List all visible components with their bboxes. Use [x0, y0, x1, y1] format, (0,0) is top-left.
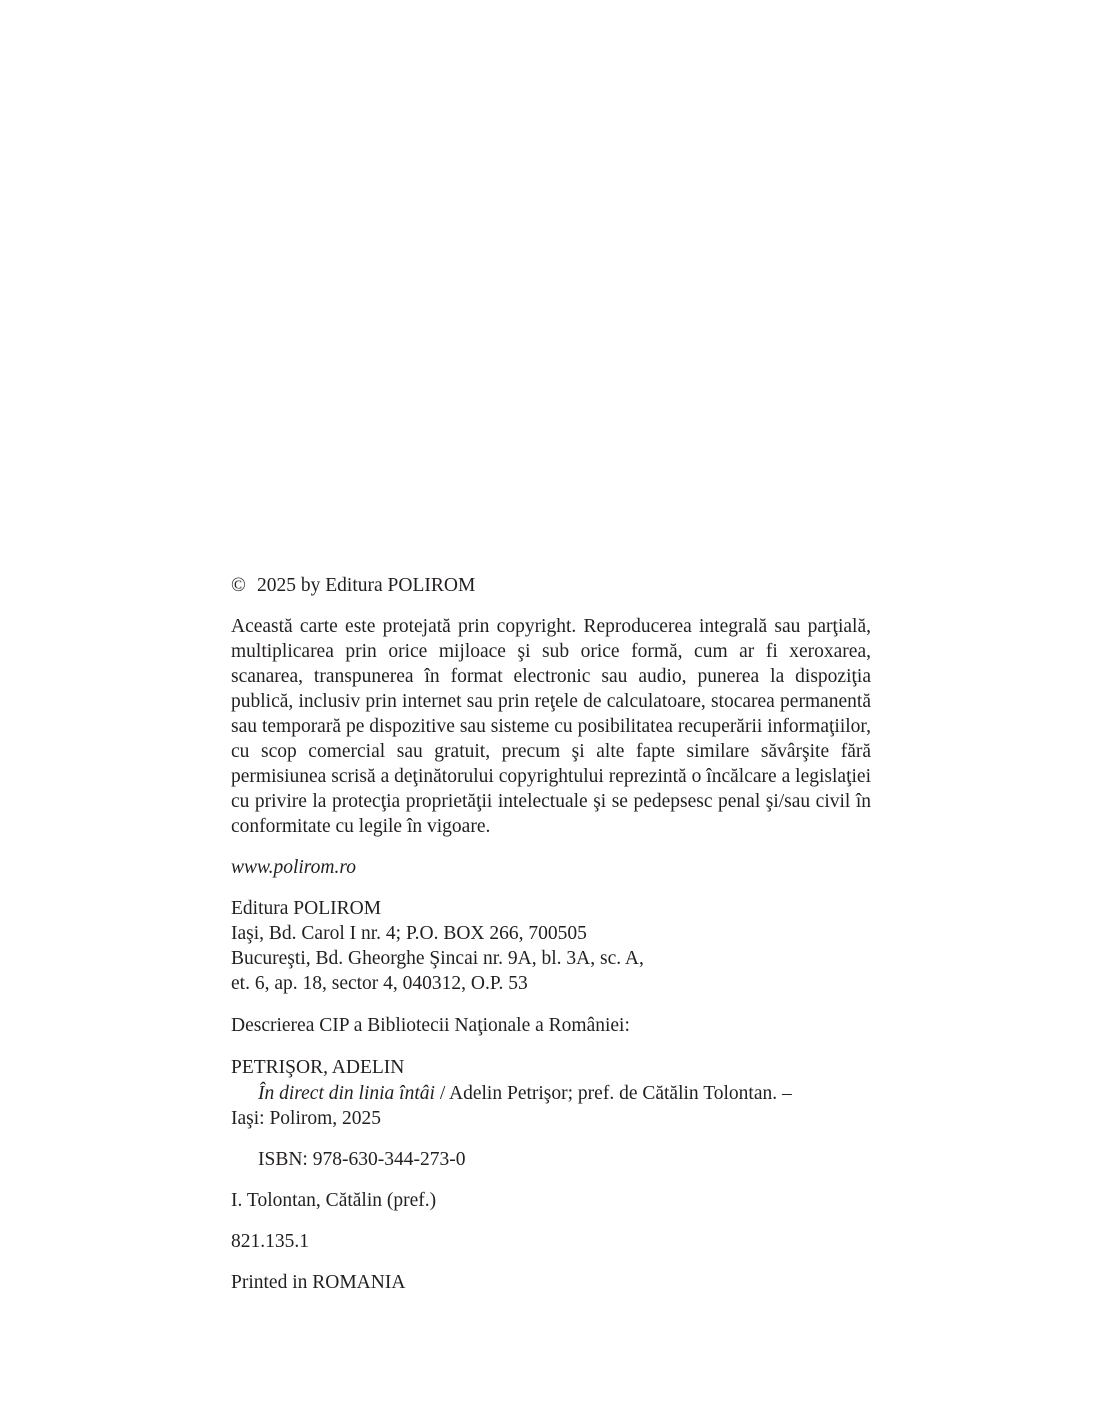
book-title: În direct din linia întâi — [258, 1083, 435, 1104]
address-bucuresti-line-1: Bucureşti, Bd. Gheorghe Şincai nr. 9A, bl. 3A, sc. A, — [231, 948, 644, 969]
cip-record — [231, 1081, 871, 1131]
printed-in: Printed in ROMANIA — [231, 1272, 406, 1293]
address-bucuresti-line-2: et. 6, ap. 18, sector 4, 040312, O.P. 53 — [231, 973, 528, 994]
publisher-website: www.polirom.ro — [231, 857, 356, 878]
imprint: Iaşi: Polirom, 2025 — [231, 1108, 382, 1129]
copyright-symbol: © — [231, 575, 246, 596]
copyright-page-text — [231, 573, 871, 1295]
cip-contributor: I. Tolontan, Cătălin (pref.) — [231, 1190, 437, 1211]
udc-classification: 821.135.1 — [231, 1231, 309, 1252]
cip-heading: Descrierea CIP a Bibliotecii Naţionale a României: — [231, 1015, 630, 1036]
copyright-notice: Această carte este protejată prin copyright. Reproducerea integrală sau parţială, multiplicarea prin orice mijloace şi sub orice formă, cum ar fi xeroxarea, scanarea, transpunerea în format electronic sau audio, punerea la dispoziţia publică, inclusiv prin internet sau prin reţele de calculatoare, stocarea permanentă sau temporară pe dispozitive sau sisteme cu posibilitatea recuperării informaţiilor, cu scop comercial sau gratuit, precum şi alte fapte similare săvârşite fără permisiunea scrisă a deţinătorului copyrightului reprezintă o încălcare a legislaţiei cu privire la protecţia proprietăţii intelectuale şi se pedepsesc penal şi/sau civil în conformitate cu legile în vigoare. — [231, 616, 871, 837]
isbn: ISBN: 978-630-344-273-0 — [258, 1149, 466, 1170]
cip-author: PETRIŞOR, ADELIN — [231, 1057, 405, 1078]
address-iasi: Iaşi, Bd. Carol I nr. 4; P.O. BOX 266, 700505 — [231, 923, 587, 944]
publisher-address-block — [231, 896, 871, 996]
publisher-name: Editura POLIROM — [231, 898, 382, 919]
copyright-line — [231, 573, 871, 598]
copyright-text: 2025 by Editura POLIROM — [257, 575, 476, 596]
responsibility-statement: / Adelin Petrişor; pref. de Cătălin Tolontan. – — [434, 1083, 792, 1104]
